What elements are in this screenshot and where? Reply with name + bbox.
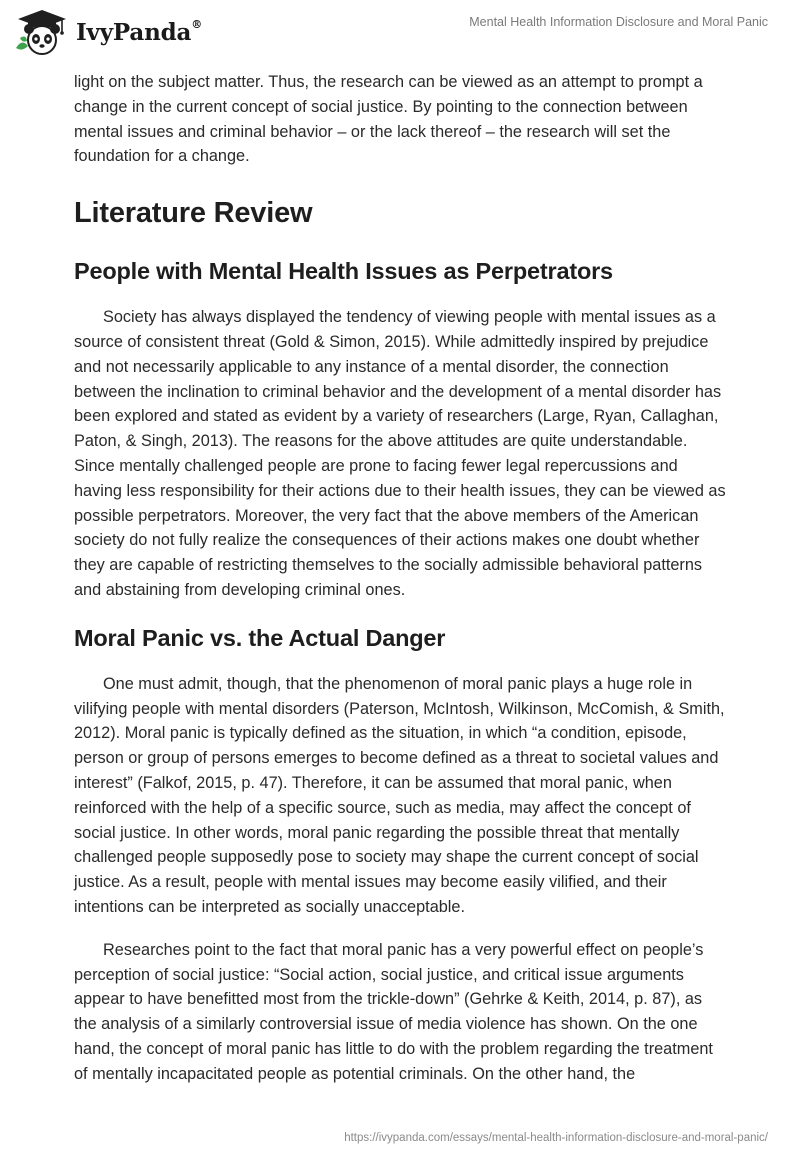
- panda-logo-icon: [14, 8, 70, 56]
- intro-paragraph: light on the subject matter. Thus, the research can be viewed as an attempt to prompt a change in the current concept of social justice. By pointing to the connection between mental issues and criminal behavior – or the lack thereof – the research will set the foundation for a change.: [74, 73, 703, 166]
- paragraph-moral-panic-1: One must admit, though, that the phenomenon of moral panic plays a huge role in vilifying people with mental disorders (Paterson, McIntosh, Wilkinson, McComish, & Smith, 2012). Moral panic is typically defined as the situation, in which “a condition, episode, person or group of persons emerges to become defined as a threat to societal values and interest” (Falkof, 2015, p. 47). Therefore, it can be assumed that moral panic, when reinforced with the help of a specific source, such as media, may affect the concept of social justice. In other words, moral panic regarding the possible threat that mentally challenged people supposedly pose to society may shape the current concept of social justice. As a result, people with mental issues may become easily vilified, and their intentions can be interpreted as socially unacceptable.: [74, 674, 725, 916]
- paragraph-moral-panic-2: Researches point to the fact that moral panic has a very powerful effect on people’s perception of social justice: “Social action, social justice, and critical issue arguments appear to have benefitted most from the trickle-down” (Gehrke & Keith, 2014, p. 87), as the analysis of a similarly controversial issue of media violence has shown. On the one hand, the concept of moral panic has little to do with the problem regarding the treatment of mentally incapacitated people as potential criminals. On the other hand, the: [74, 940, 713, 1083]
- subsection-heading-perpetrators: People with Mental Health Issues as Perpetrators: [74, 258, 613, 285]
- paragraph-perpetrators: Society has always displayed the tendency of viewing people with mental issues as a source of consistent threat (Gold & Simon, 2015). While admittedly inspired by prejudice and not necessarily applicable to any instance of a mental disorder, the connection between the inclination to criminal behavior and the development of a mental disorder has been explored and stated as evident by a variety of researchers (Large, Ryan, Callaghan, Paton, & Singh, 2013). The reasons for the above attitudes are quite understandable. Since mentally challenged people are prone to facing fewer legal repercussions and having less responsibility for their actions due to their health issues, they can be viewed as possible perpetrators. Moreover, the very fact that the above members of the American society do not fully realize the consequences of their actions makes one doubt whether they are capable of restricting themselves to the socially admissible behavioral patterns and abstaining from developing criminal ones.: [74, 308, 726, 599]
- document-title: Mental Health Information Disclosure and Moral Panic: [469, 15, 768, 29]
- brand-logo[interactable]: [14, 8, 202, 56]
- essay-content: [74, 70, 728, 1087]
- page-header: [0, 0, 800, 62]
- section-heading: Literature Review: [74, 197, 313, 230]
- subsection-heading-moral-panic: Moral Panic vs. the Actual Danger: [74, 624, 446, 651]
- footer-source-link[interactable]: https://ivypanda.com/essays/mental-health-information-disclosure-and-moral-panic/: [344, 1132, 768, 1144]
- brand-name: IvyPanda®: [76, 17, 202, 46]
